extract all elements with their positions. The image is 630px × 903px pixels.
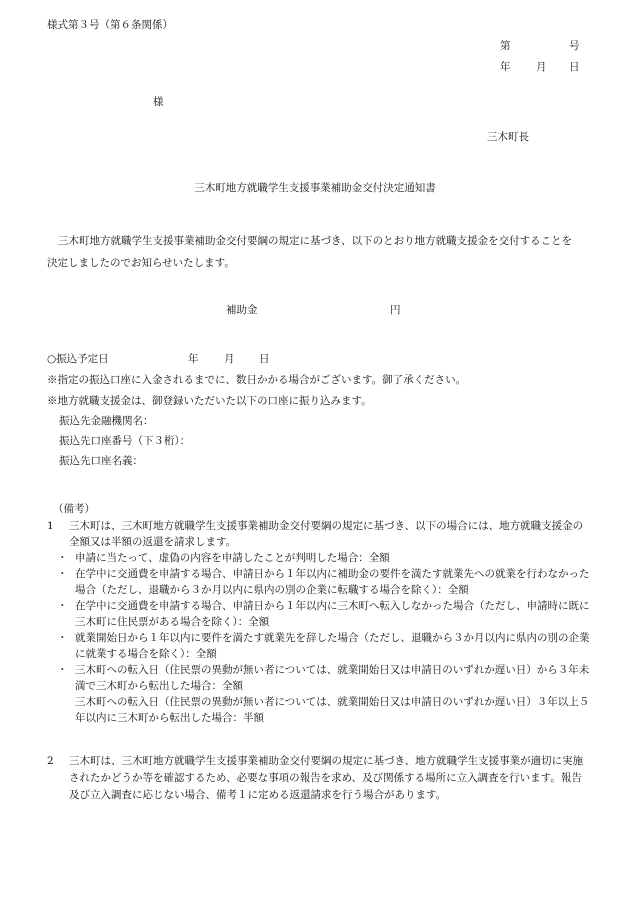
remarks-item-2 (47, 753, 592, 804)
condition-item: ・ 就業開始日から１年以内に要件を満たす就業先を辞した場合（ただし、退職から３か月以内に県内の別の企業に就業する場合を除く）：全額 (47, 630, 592, 662)
remark-number: 1 (47, 520, 54, 532)
body-paragraph: 三木町地方就職学生支援事業補助金交付要綱の規定に基づき、以下のとおり地方就職支援金を交付することを決定しましたのでお知らせいたします。 (47, 235, 573, 269)
transfer-day: 日 (259, 353, 270, 365)
note-account-info: ※地方就職支援金は、御登録いただいた以下の口座に振り込みます。 (47, 395, 372, 407)
condition-item-half: 三木町への転入日（住民票の異動が無い者については、就業開始日又は申請日のいずれか遅い日）３年以上５年以内に三木町から転出した場合：半額 (75, 696, 590, 724)
remarks-heading: （備考） (53, 503, 95, 515)
doc-date-day: 日 (569, 61, 580, 73)
transfer-year: 年 (188, 353, 199, 365)
remarks-item-1 (47, 518, 592, 726)
recipient-honorific: 様 (153, 96, 164, 108)
issuer: 三木町長 (487, 131, 529, 143)
amount-label: 補助金 (226, 304, 258, 316)
doc-date-year: 年 (500, 61, 511, 73)
note-deposit-delay: ※指定の振込口座に入金されるまでに、数日かかる場合がございます。御了承ください。 (47, 374, 467, 386)
transfer-month: 月 (224, 353, 235, 365)
account-bank-label: 振込先金融機関名： (59, 415, 154, 427)
condition-item: ・ 申請に当たって、虚偽の内容を申請したことが判明した場合：全額 (47, 550, 592, 566)
amount-unit: 円 (390, 304, 401, 316)
condition-item: ・ 在学中に交通費を申請する場合、申請日から１年以内に三木町へ転入しなかった場合（ただし、申請時に既に三木町に住民票がある場合を除く）：全額 (47, 598, 592, 630)
remark-number: 2 (47, 755, 54, 767)
doc-number-suffix: 号 (569, 40, 580, 52)
doc-number-prefix: 第 (500, 40, 511, 52)
document-title: 三木町地方就職学生支援事業補助金交付決定通知書 (194, 182, 436, 194)
account-number-label: 振込先口座番号（下３桁）： (59, 435, 191, 447)
remark-text: 三木町は、三木町地方就職学生支援事業補助金交付要綱の規定に基づき、以下の場合には、地方就職支援金の全額又は半額の返還を請求します。 (69, 520, 584, 548)
doc-date-month: 月 (536, 61, 547, 73)
remark-text: 三木町は、三木町地方就職学生支援事業補助金交付要綱の規定に基づき、地方就職学生支援事業が適切に実施されたかどうか等を確認するため、必要な事項の報告を求め、及び関係する場所に立入調査を行います。報告及び立入調査に応じない場合、備考１に定める返還請求を行う場合があります。 (69, 755, 584, 801)
form-id: 様式第３号（第６条関係） (47, 19, 173, 31)
condition-list (47, 550, 592, 694)
transfer-date-label: ○振込予定日 (47, 353, 109, 365)
condition-item: ・ 三木町への転入日（住民票の異動が無い者については、就業開始日又は申請日のいずれか遅い日）から３年未満で三木町から転出した場合：全額 (47, 662, 592, 694)
condition-item: ・ 在学中に交通費を申請する場合、申請日から１年以内に補助金の要件を満たす就業先への就業を行わなかった場合（ただし、退職から３か月以内に県内の別の企業に転職する場合を除く）：全額 (47, 566, 592, 598)
account-name-label: 振込先口座名義： (59, 455, 143, 467)
